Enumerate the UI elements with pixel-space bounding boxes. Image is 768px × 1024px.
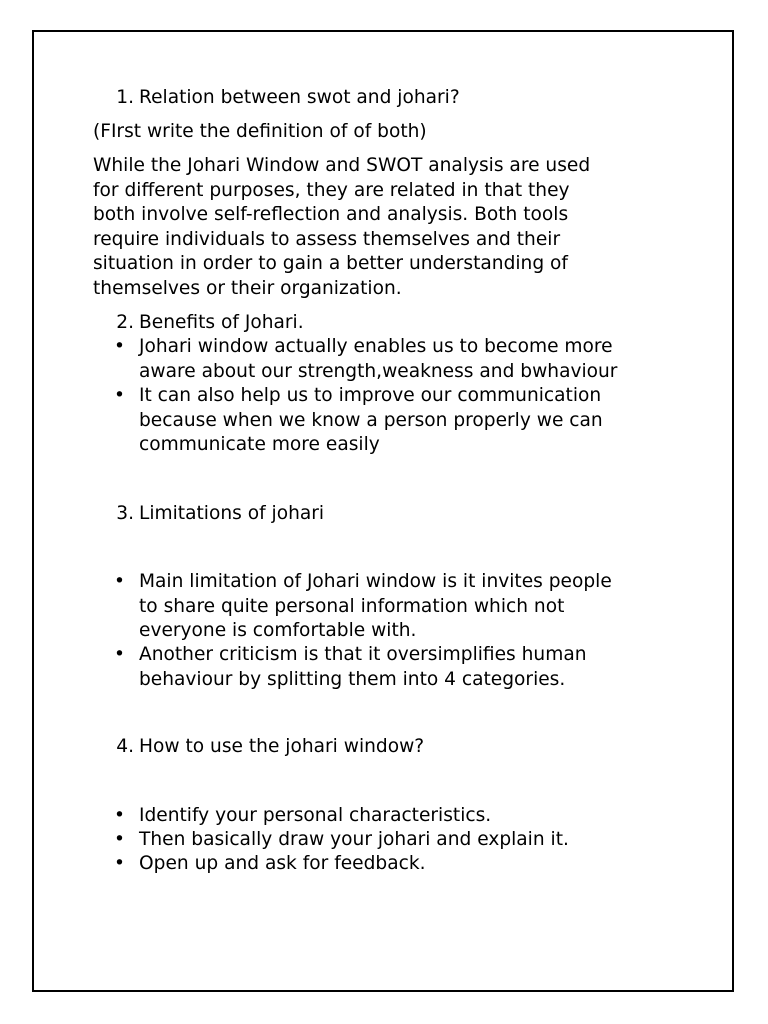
bullet-icon: • [114,571,125,592]
section-3-bullet-2: Another criticism is that it oversimplifies human behaviour by splitting them into 4 categories. [139,644,587,690]
bullet-icon: • [114,385,125,406]
section-1-note: (FIrst write the definition of of both) [93,121,427,142]
section-4-heading: How to use the johari window? [139,736,425,757]
section-2-bullet-2: It can also help us to improve our communication because when we know a person properly we can communicate more easily [139,385,603,455]
section-1-paragraph: While the Johari Window and SWOT analysis are used for different purposes, they are related in that they both involve self-reflection and analysis. Both tools require individuals to assess themselves and their situation in order to gain a better understanding of themselves or their organization. [93,155,591,299]
bullet-icon: • [114,336,125,357]
section-2-bullet-1: Johari window actually enables us to become more aware about our strength,weakness and bwhaviour [139,336,618,382]
section-1-number: 1. [116,87,134,108]
bullet-icon: • [114,829,125,850]
section-4-number: 4. [116,736,134,757]
section-3-number: 3. [116,503,134,524]
section-3-heading: Limitations of johari [139,503,325,524]
section-2-heading: Benefits of Johari. [139,312,304,333]
bullet-icon: • [114,853,125,874]
bullet-icon: • [114,805,125,826]
section-4-bullet-2: Then basically draw your johari and explain it. [139,829,569,850]
section-4-bullet-1: Identify your personal characteristics. [139,805,492,826]
section-3-bullet-1: Main limitation of Johari window is it invites people to share quite personal information which not everyone is comfortable with. [139,571,612,641]
section-1-heading: Relation between swot and johari? [139,87,460,108]
bullet-icon: • [114,644,125,665]
section-4-bullet-3: Open up and ask for feedback. [139,853,426,874]
section-2-number: 2. [116,312,134,333]
